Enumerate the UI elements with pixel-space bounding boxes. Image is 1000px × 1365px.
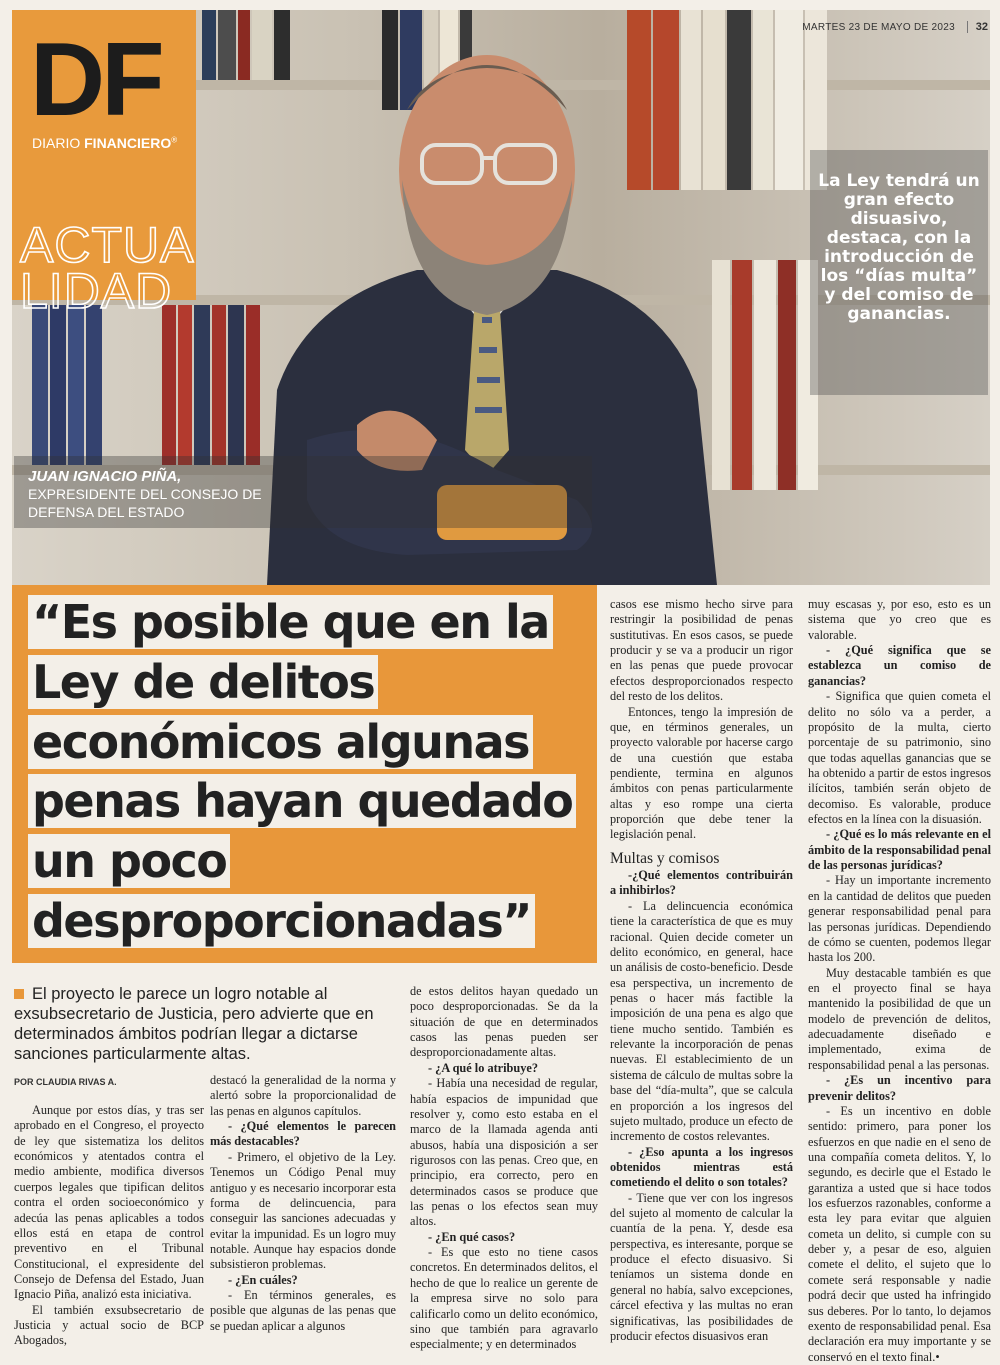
paragraph: Entonces, tengo la impresión de que, en términos generales, un proyecto valorable por hacerse cargo de una cuestión que estaba pendiente, termina en algunos ámbitos con penas particularmente altas y eso rompe una cierta proporción que debe tener la legislación penal. (610, 704, 793, 842)
publication-name (32, 135, 177, 151)
byline: POR CLAUDIA RIVAS A. (14, 1077, 117, 1087)
question: - ¿A qué lo atribuye? (428, 1060, 538, 1075)
answer: - Es que esto no tiene casos concretos. En determinados delitos, el hecho de que lo realice un gerente de la empresa sirve no solo para calificarlo como un delito económico, sino que también para agravarlo especialmente; y en determinados (410, 1245, 598, 1352)
article-column-3 (410, 984, 598, 1353)
headline (28, 593, 588, 952)
answer-text: - Es un incentivo en doble sentido: primero, para poner los esfuerzos en que nadie en el seno de una compañía cometa delitos. Y, lo segundo, es decirle que el Estado le garantiza a usted que si hace todos los esfuerzos razonables, conforme a esta ley para evitar que alguien cometa un delito, si cumple con su deber y, a pesar de eso, alguien comete el delito, el sujeto que lo comete será responsable y nadie podrá decir que usted ha infringido sus deberes. Por lo tanto, lo dejamos exento de responsabilidad penal. Esa declaración era muy importante y se conservó en el texto final. (808, 1103, 991, 1364)
article-column-5 (808, 597, 991, 1365)
masthead-block (12, 10, 196, 319)
subheading: Multas y comisos (610, 849, 720, 867)
publication-name-b: FINANCIERO (84, 135, 172, 151)
end-mark: • (935, 1349, 940, 1364)
question: - ¿Qué es lo más relevante en el ámbito de la responsabilidad penal de las personas jurídicas? (808, 827, 991, 873)
paragraph: de estos delitos hayan quedado un poco desproporcionadas. Se da la situación de que en determinados casos las penas pueden ser desproporcionadamente altas. (410, 984, 598, 1060)
answer (808, 1104, 991, 1365)
lead-paragraph (14, 984, 394, 1065)
paragraph: casos ese mismo hecho sirve para restringir la posibilidad de penas sustitutivas. En esos casos, se puede producir y se va a producir un rigor en las penas que puede provocar efectos desproporcionados respecto del resto de los delitos. (610, 597, 793, 704)
question: - ¿Qué elementos le parecen más destacables? (210, 1119, 396, 1149)
answer: - Primero, el objetivo de la Ley. Tenemos un Código Penal muy antiguo y es necesario incorporar esta forma de delincuencia, para conseguir las sanciones adecuadas y evitar la impunidad. Es un logro muy notable. Aunque hay espacios donde subsistieron problemas. (210, 1149, 396, 1272)
pull-quote: La Ley tendrá un gran efecto disuasivo, destaca, con la introducción de los “días multa” y del comiso de ganancias. (818, 171, 980, 325)
df-logo: DF (30, 22, 161, 138)
question: - ¿Eso apunta a los ingresos obtenidos mientras está cometiendo el delito o son totales? (610, 1144, 793, 1190)
article-column-4 (610, 597, 793, 1344)
question: - ¿En cuáles? (228, 1272, 298, 1287)
paragraph: Muy destacable también es que en el proyecto final se haya mantenido la posibilidad de que un modelo de prevención de delitos, adecuadamente diseñado e implementado, exima de responsabilidad penal a las personas. (808, 965, 991, 1072)
paragraph: destacó la generalidad de la norma y alertó sobre la proporcionalidad de las penas en algunos capítulos. (210, 1073, 396, 1118)
paragraph: Aunque por estos días, y tras ser aprobado en el Congreso, el proyecto de ley que sistematiza los delitos económicos y atentados contra el medio ambiente, modifica diversos cuerpos legales que tipifican delitos contra el orden socioeconómico y adecúa las penas aplicables a todos ellos está en etapa de control preventivo en el Tribunal Constitucional, el expresidente del Consejo de Defensa del Estado, Juan Ignacio Piña, analizó esta iniciativa. (14, 1103, 204, 1302)
answer: - Tiene que ver con los ingresos del sujeto al momento de calcular la cuantía de la pena. Y, desde esa perspectiva, es interesante, porque se produce el efecto disuasivo. Si teníamos un sistema donde en general no había, salvo excepciones, cárcel efectiva y las multas no eran significativas, las posibilidades de producir efectos disuasivos eran (610, 1190, 793, 1343)
registered-mark: ® (171, 135, 178, 145)
section-label-line1: ACTUA (20, 217, 195, 273)
question: - ¿Qué significa que se establezca un comiso de ganancias? (808, 643, 991, 688)
article-column-2 (210, 1073, 396, 1334)
page-number: 32 (967, 21, 988, 33)
caption-name: JUAN IGNACIO PIÑA, (28, 468, 182, 485)
paragraph: muy escasas y, por eso, esto es un sistema que yo creo que es valorable. (808, 597, 991, 642)
lead-text: El proyecto le parece un logro notable al exsubsecretario de Justicia, pero advierte que en determinados ámbitos podrían llegar a dictarse sanciones particularmente altas. (14, 985, 374, 1064)
question: - ¿En qué casos? (428, 1229, 516, 1244)
paragraph: El también exsubsecretario de Justicia y actual socio de BCP Abogados, (14, 1302, 204, 1348)
answer: - Había una necesidad de regular, había espacios de impunidad que resolver y, como esto estaba en el marco de la llamada agenda anti abusos, había una disposición a ser rigurosos con las penas. Creo que, en principio, era correcto, pero en determinados casos se produce que las penas o los efectos sean muy altos. (410, 1076, 598, 1229)
answer: - La delincuencia económica tiene la característica de que es muy racional. Quien decide cometer un delito económico, en general, hace un análisis de costo-beneficio. Desde esa perspectiva, un incremento de penas o hacer más factible la imposición de una pena es algo que tiene mucho sentido. También es relevante la incorporación de penas nuevas. El establecimiento de un sistema de cálculo de multas sobre la base del “día-multa”, que se calcula en proporción a los ingresos del sujeto multado, produce un efecto de incremento de costos relevantes. (610, 898, 793, 1144)
article-column-1 (14, 1103, 204, 1349)
publication-name-a: DIARIO (32, 135, 81, 151)
issue-date: MARTES 23 DE MAYO DE 2023 (802, 22, 955, 33)
headline-text: “Es posible que en la Ley de delitos económicos algunas penas hayan quedado un poco desproporcionadas” (28, 595, 576, 948)
answer: - En términos generales, es posible que algunas de las penas que se puedan aplicar a algunos (210, 1288, 396, 1333)
question: - ¿Es un incentivo para prevenir delitos? (808, 1073, 991, 1103)
answer: - Hay un importante incremento en la cantidad de delitos que pueden generar responsabilidad penal para las personas jurídicas. Dependiendo de cómo se cuenten, podemos llegar hasta los 200. (808, 873, 991, 965)
answer: - Significa que quien cometa el delito no sólo va a perder, a propósito de la multa, cierto porcentaje de su patrimonio, sino que todas aquellas ganancias que se ha obtenido a partir de estos ingresos ilícitos, también serán objeto de decomiso. Es valorable, produce efectos en la línea con la disuasión. (808, 689, 991, 827)
caption-role: EXPRESIDENTE DEL CONSEJO DE DEFENSA DEL ESTADO (28, 486, 262, 520)
pull-quote-box (810, 150, 988, 395)
section-label-line2: LIDAD (20, 263, 173, 319)
question: -¿Qué elementos contribuirán a inhibirlos? (610, 868, 793, 898)
